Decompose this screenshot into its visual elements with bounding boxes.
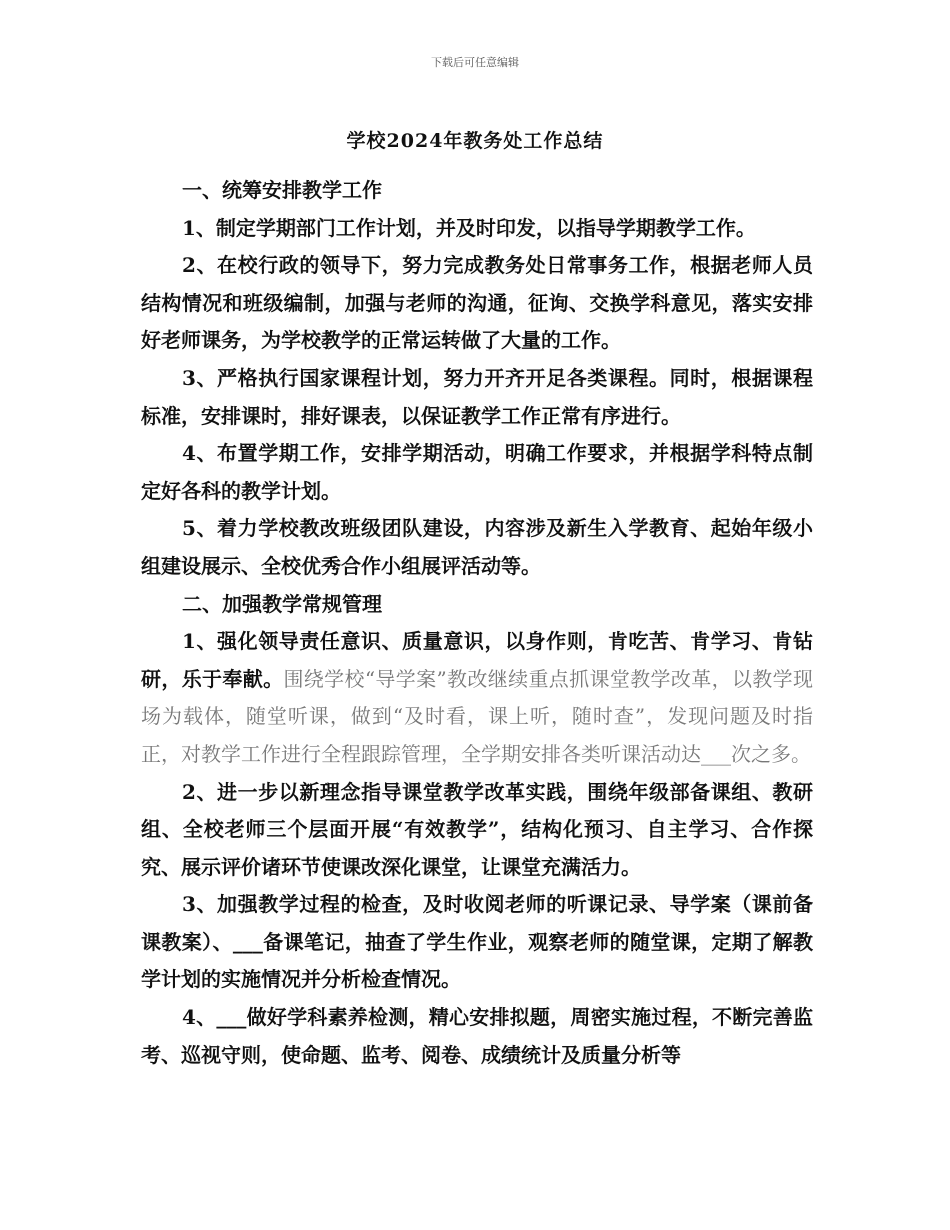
paragraph: 5、着力学校教改班级团队建设，内容涉及新生入学教育、起始年级小组建设展示、全校优秀合作小组展评活动等。 bbox=[141, 516, 813, 578]
paragraph bbox=[141, 623, 813, 773]
paragraph: 2、在校行政的领导下，努力完成教务处日常事务工作，根据老师人员结构情况和班级编制，加强与老师的沟通，征询、交换学科意见，落实安排好老师课务，为学校教学的正常运转做了大量的工作。 bbox=[141, 253, 813, 353]
document-title: 学校2024年教务处工作总结 bbox=[346, 130, 604, 152]
paragraph-bold-part: 1、强化领导责任意识、质量意识，以身作则，肯吃苦、肯学习、肯钻研，乐于奉献。 bbox=[141, 629, 813, 691]
section-heading: 一、统筹安排教学工作 bbox=[182, 178, 382, 202]
paragraph-grey-part: 围绕学校“导学案”教改继续重点抓课堂教学改革，以教学现场为载体，随堂听课，做到“及时看，课上听，随时查”，发现问题及时指正，对教学工作进行全程跟踪管理，全学期安排各类听课活动达___次之多。 bbox=[141, 666, 813, 766]
section-heading: 二、加强教学常规管理 bbox=[182, 591, 382, 616]
paragraph: 2、进一步以新理念指导课堂教学改革实践，围绕年级部备课组、教研组、全校老师三个层面开展“有效教学”，结构化预习、自主学习、合作探究、展示评价诸环节使课改深化课堂，让课堂充满活力。 bbox=[141, 779, 813, 879]
paragraph: 4、布置学期工作，安排学期活动，明确工作要求，并根据学科特点制定好各科的教学计划。 bbox=[141, 441, 813, 503]
paragraph: 1、制定学期部门工作计划，并及时印发，以指导学期教学工作。 bbox=[182, 215, 756, 240]
paragraph: 3、加强教学过程的检查，及时收阅老师的听课记录、导学案（课前备课教案）、___备课笔记，抽查了学生作业，观察老师的随堂课，定期了解教学计划的实施情况并分析检查情况。 bbox=[141, 892, 813, 992]
document-body bbox=[141, 172, 813, 1074]
paragraph: 3、严格执行国家课程计划，努力开齐开足各类课程。同时，根据课程标准，安排课时，排好课表，以保证教学工作正常有序进行。 bbox=[141, 365, 813, 428]
paragraph: 4、___做好学科素养检测，精心安排拟题，周密实施过程，不断完善监考、巡视守则，使命题、监考、阅卷、成绩统计及质量分析等 bbox=[141, 1005, 813, 1067]
header-note: 下载后可任意编辑 bbox=[431, 56, 519, 69]
